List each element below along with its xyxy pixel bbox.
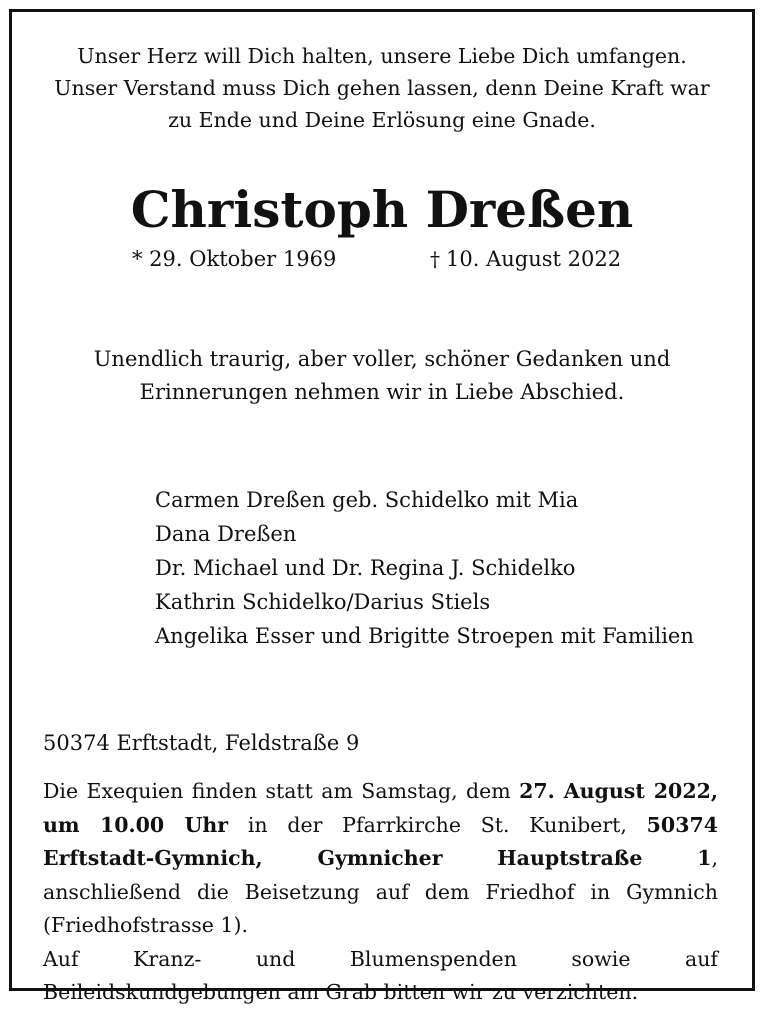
mourner-entry: Angelika Esser und Brigitte Stroepen mit Familien xyxy=(155,624,694,648)
mourners-list xyxy=(155,483,694,653)
funeral-intro: Die Exequien finden statt am Samstag, dem xyxy=(43,779,520,803)
poem-line: Unser Herz will Dich halten, unsere Liebe Dich umfangen. xyxy=(77,44,687,68)
mourner-entry: Dana Dreßen xyxy=(155,522,297,546)
funeral-info xyxy=(43,775,718,943)
funeral-date: 27. August 2022, um 10.00 Uhr xyxy=(43,779,718,837)
mourner-entry: Carmen Dreßen geb. Schidelko mit Mia xyxy=(155,488,579,512)
cross-icon: † xyxy=(430,247,440,271)
farewell-line: Erinnerungen nehmen wir in Liebe Abschied. xyxy=(139,380,625,404)
farewell-line: Unendlich traurig, aber voller, schöner Gedanken und xyxy=(93,347,671,371)
death-date: 10. August 2022 xyxy=(446,247,622,271)
family-address: 50374 Erftstadt, Feldstraße 9 xyxy=(43,731,360,755)
deceased-name: Christoph Dreßen xyxy=(130,180,634,239)
mourner-entry: Kathrin Schidelko/Darius Stiels xyxy=(155,590,491,614)
death-date-group xyxy=(430,247,621,271)
birth-date: * 29. Oktober 1969 xyxy=(132,247,337,271)
poem-line: zu Ende und Deine Erlösung eine Gnade. xyxy=(168,108,596,132)
farewell-text xyxy=(40,343,724,409)
burial-info: , anschließend die Beisetzung auf dem Friedhof in Gymnich (Friedhofstrasse 1). xyxy=(43,846,718,937)
flowers-note: Auf Kranz- und Blumenspenden sowie auf Beileidskundgebungen am Grab bitten wir zu verzichten. xyxy=(43,946,718,1004)
mourner-entry: Dr. Michael und Dr. Regina J. Schidelko xyxy=(155,556,576,580)
poem-line: Unser Verstand muss Dich gehen lassen, denn Deine Kraft war xyxy=(54,76,710,100)
funeral-location: 50374 Erftstadt-Gymnich, Gymnicher Hauptstraße 1 xyxy=(43,812,718,870)
opening-poem xyxy=(40,40,724,136)
service-details xyxy=(43,775,718,1010)
funeral-church: in der Pfarrkirche St. Kunibert, xyxy=(228,812,647,837)
